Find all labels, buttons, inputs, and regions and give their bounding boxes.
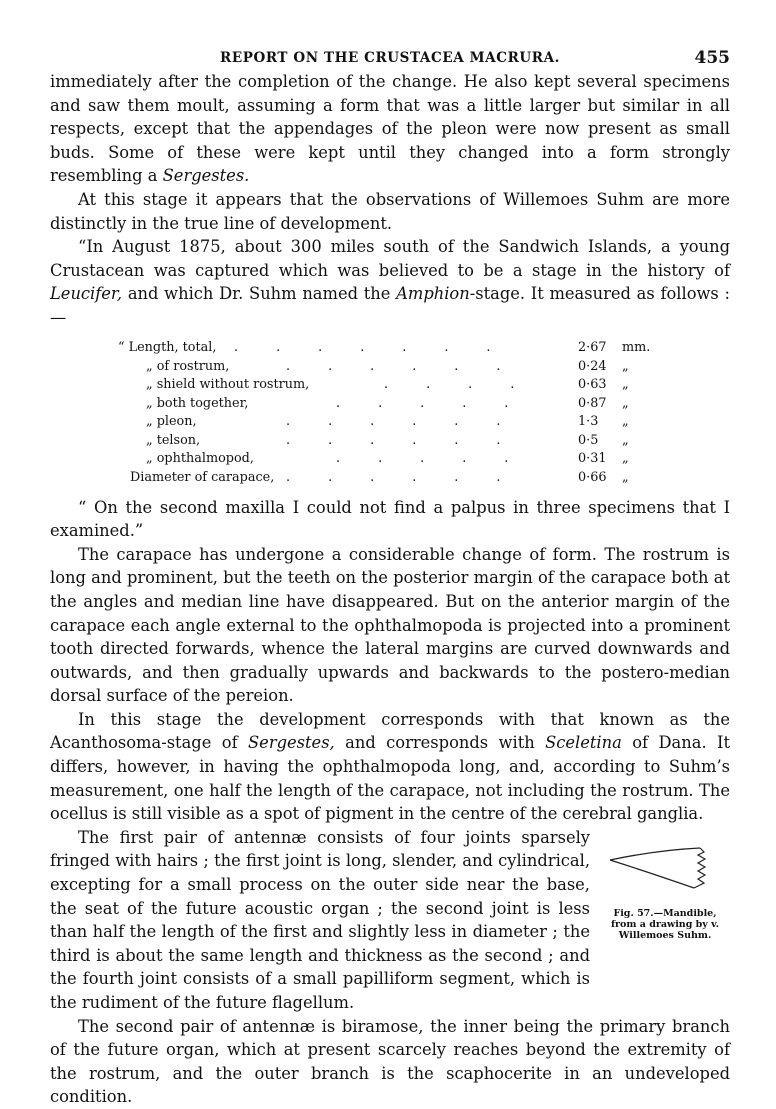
paragraph-7: The first pair of antennæ consists of four joints sparsely fringed with hairs ; the first joint is long, slender, and cylindrical, excepting for a small process on the outer side near the base, the seat of the future acoustic organ ; the second joint is less than half the length of the first and slightly less in diameter ; the third is about the same length and thickness as the second ; and the fourth joint consists of a small papilliform segment, which is the rudiment of the future flagellum. <box>50 827 590 1012</box>
figure-caption: Fig. 57.—Mandible, from a drawing by v. Willemoes Suhm. <box>610 907 720 941</box>
paragraph-6: In this stage the development corresponds with that known as the Acanthosoma-stage of Sergestes, and corresponds with Sceletina of Dana. It differs, however, in having the ophthalmopoda long, and, according to Suhm’s measurement, one half the length of the carapace, not including the rostrum. The ocellus is still visible as a spot of pigment in the centre of the cerebral ganglia. <box>50 709 731 824</box>
page <box>50 40 730 1109</box>
measurement-table <box>50 338 730 486</box>
running-title: REPORT ON THE CRUSTACEA MACRURA. <box>220 50 560 66</box>
paragraph-5: The carapace has undergone a considerable change of form. The rostrum is long and prominent, but the teeth on the posterior margin of the carapace both at the angles and median line have disappeared. But on the anterior margin of the carapace each angle external to the ophthalmopoda is projected into a prominent tooth directed forwards, whence the lateral margins are curved downwards and outwards, and then gradually upwards and backwards to the postero-median dorsal surface of the pereion. <box>50 544 730 706</box>
measurement-row: „ telson, ...... 0·5 „ <box>146 432 629 448</box>
paragraph-4: “ On the second maxilla I could not find a palpus in three specimens that I examined.” <box>50 497 730 541</box>
measurement-row: „ of rostrum, ...... 0·24 „ <box>146 358 629 374</box>
figure-block <box>50 826 730 1015</box>
measurement-row: „ ophthalmopod, ..... 0·31 „ <box>146 450 629 466</box>
paragraph-1: immediately after the completion of the change. He also kept several specimens and saw them moult, assuming a form that was a little larger but similar in all respects, except that the appendages of the pleon were now present as small buds. Some of these were kept until they changed into a form strongly resembling a Sergestes. <box>50 72 730 186</box>
mandible-illustration <box>608 842 720 894</box>
page-number: 455 <box>694 48 730 68</box>
paragraph-2: At this stage it appears that the observations of Willemoes Suhm are more distinctly in the true line of development. <box>50 189 730 233</box>
paragraph-3: “In August 1875, about 300 miles south of the Sandwich Islands, a young Crustacean was captured which was believed to be a stage in the history of Leucifer, and which Dr. Suhm named the Amphion-stage. It measured as follows :— <box>50 237 730 327</box>
figure-57 <box>600 842 730 941</box>
measurement-row: “ Length, total, ....... 2·67 mm. <box>118 339 651 355</box>
measurement-row: Diameter of carapace, ...... 0·66 „ <box>130 469 629 485</box>
measurement-row: „ pleon, ...... 1·3 „ <box>146 413 629 429</box>
running-head <box>50 40 730 70</box>
paragraph-8: The second pair of antennæ is biramose, the inner being the primary branch of the future organ, which at present scarcely reaches beyond the extremity of the rostrum, and the outer branch is the scaphocerite in an undeveloped condition. <box>50 1016 730 1107</box>
measurement-row: „ both together, ..... 0·87 „ <box>146 395 629 411</box>
measurement-row: „ shield without rostrum, .... 0·63 „ <box>146 376 629 392</box>
